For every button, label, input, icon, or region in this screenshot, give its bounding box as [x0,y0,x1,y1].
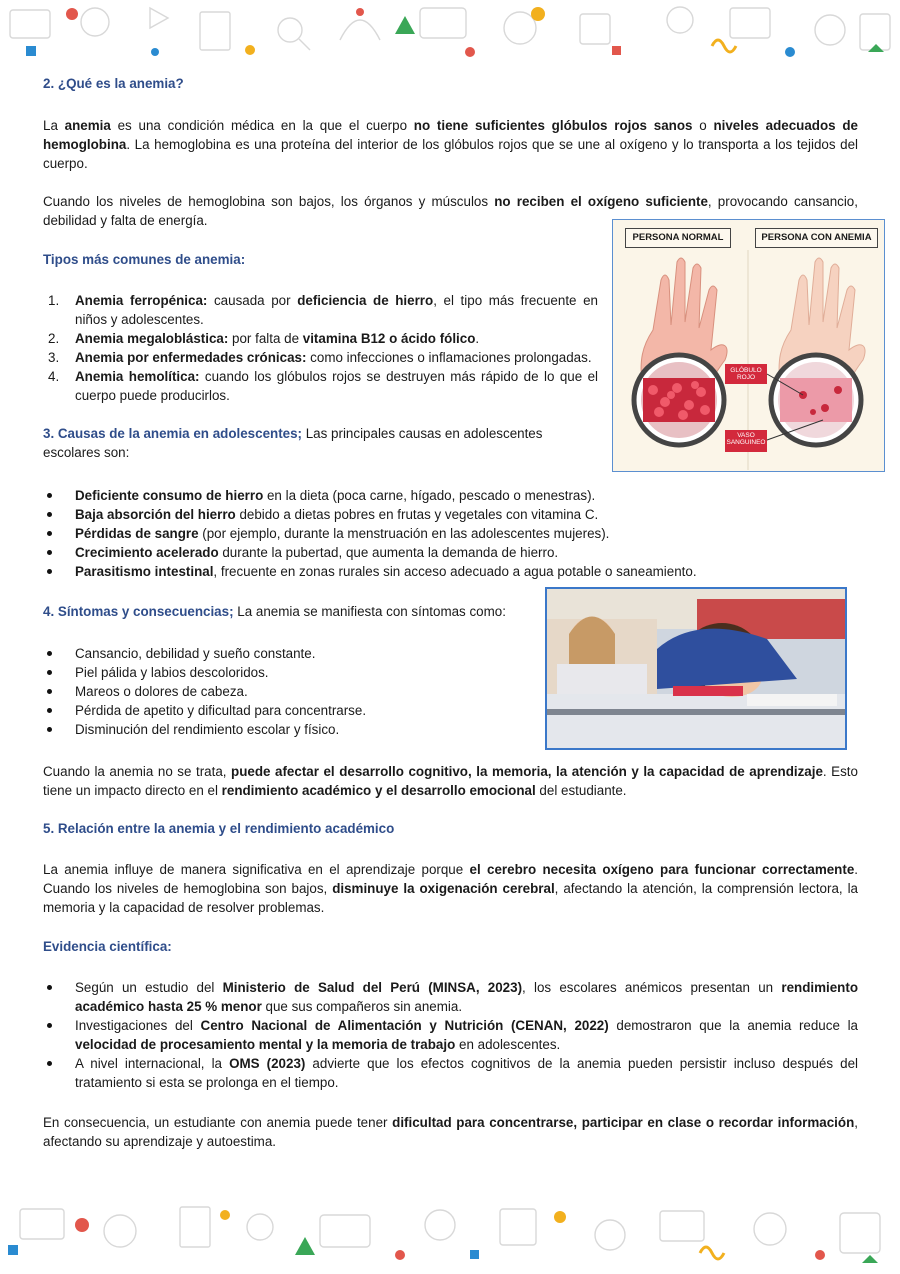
definition-paragraph: La anemia es una condición médica en la que el cuerpo no tiene suficientes glóbulos rojos sanos o niveles adecuados de hemoglobina. La hemoglobina es una proteína del interior de los glóbulos rojos que se une al oxígeno y lo transporta a los tejidos del cuerpo. [43,118,858,171]
oxygen-paragraph: Cuando los niveles de hemoglobina son bajos, los órganos y músculos no reciben el oxígeno suficiente, provocando cansancio, debilidad y falta de energía. [43,194,858,228]
book-icon [180,1207,210,1247]
list-item: 2. Anemia megaloblástica: por falta de vitamina B12 o ácido fólico. [48,331,480,346]
label-red-blood-cell: GLÓBULO ROJO [730,367,762,381]
laptop-icon [10,10,50,38]
list-item: Investigaciones del Centro Nacional de Alimentación y Nutrición (CENAN, 2022) demostraron que la anemia reduce la velocidad de procesamiento mental y la memoria de trabajo en adolescentes. [43,1016,858,1054]
list-item: Crecimiento acelerado durante la pubertad, que aumenta la demanda de hierro. [43,543,858,562]
conclusion-paragraph: En consecuencia, un estudiante con anemia puede tener dificultad para concentrarse, participar en clase o recordar información, afectando su aprendizaje y autoestima. [43,1115,858,1149]
list-item: Deficiente consumo de hierro en la dieta (poca carne, hígado, pescado o menestras). [43,486,858,505]
list-item: Mareos o dolores de cabeza. [43,682,523,701]
list-item: 4. Anemia hemolítica: cuando los glóbulos rojos se destruyen más rápido de lo que el cuerpo puede producirlos. [48,369,598,403]
llama-icon [712,40,736,52]
leaf-icon [295,1237,315,1255]
lightbulb-icon [754,1213,786,1245]
lightbulb-icon [340,20,380,40]
leaf-icon [868,44,884,52]
list-item: A nivel internacional, la OMS (2023) advierte que los efectos cognitivos de la anemia pueden persistir incluso después del tratamiento si esta se prolonga en el tiempo. [43,1054,858,1092]
untreated-effects-paragraph: Cuando la anemia no se trata, puede afectar el desarrollo cognitivo, la memoria, la atención y la capacidad de aprendizaje. Esto tiene un impacto directo en el rendimiento académico y el desarrollo emocional del estudiante. [43,764,858,798]
evidence-list [43,978,858,1092]
symptoms-list [43,644,523,739]
label-anemia: PERSONA CON ANEMIA [755,228,878,248]
section-title: 4. Síntomas y consecuencias; [43,604,234,619]
list-item: 3. Anemia por enfermedades crónicas: como infecciones o inflamaciones prolongadas. [48,350,592,365]
section-causes: 3. Causas de la anemia en adolescentes; Las principales causas en adolescentes escolares son: [43,426,543,460]
llama-icon [700,1247,724,1259]
doodle-pattern [0,0,900,70]
brain-icon [104,1215,136,1247]
book-icon [200,12,230,50]
types-title: Tipos más comunes de anemia: [43,252,246,267]
section-symptoms: 4. Síntomas y consecuencias; La anemia se manifiesta con síntomas como: [43,604,506,619]
section-title: 5. Relación entre la anemia y el rendimiento académico [43,821,395,836]
list-item: Disminución del rendimiento escolar y físico. [43,720,523,739]
doodle-pattern [0,1195,900,1274]
section-title: 2. ¿Qué es la anemia? [43,76,184,91]
tired-student-photo [545,587,847,750]
laptop-icon [20,1209,64,1239]
header-decoration-band [0,0,900,70]
evidence-title: Evidencia científica: [43,939,172,954]
list-item: Piel pálida y labios descoloridos. [43,663,523,682]
list-item: Pérdida de apetito y dificultad para concentrarse. [43,701,523,720]
list-item: 1. Anemia ferropénica: causada por deficiencia de hierro, el tipo más frecuente en niños y adolescentes. [48,293,598,327]
types-list [43,291,598,405]
play-icon [150,8,168,28]
list-item: Baja absorción del hierro debido a dietas pobres en frutas y vegetales con vitamina C. [43,505,858,524]
list-item: Parasitismo intestinal, frecuente en zonas rurales sin acceso adecuado a agua potable o saneamiento. [43,562,858,581]
list-item: Según un estudio del Ministerio de Salud del Perú (MINSA, 2023), los escolares anémicos presentan un rendimiento académico hasta 25 % menor que sus compañeros sin anemia. [43,978,858,1016]
section-academic-relation [43,819,858,838]
relation-paragraph: La anemia influye de manera significativa en el aprendizaje porque el cerebro necesita oxígeno para funcionar correctamente. Cuando los niveles de hemoglobina son bajos, disminuye la oxigenación cerebral, afectando la atención, la comprensión lectora, la memoria y la capacidad de resolver problemas. [43,862,859,915]
brain-icon [81,8,109,36]
magnifier-icon [247,1214,273,1240]
label-blood-vessel: VASO SANGUINEO [726,432,766,446]
section-what-is-anemia [43,74,858,93]
footer-decoration-band [0,1195,900,1274]
anemia-comparison-figure [612,219,885,472]
list-item: Cansancio, debilidad y sueño constante. [43,644,523,663]
section-title: 3. Causas de la anemia en adolescentes; [43,426,303,441]
causes-list [43,486,858,581]
magnifier-icon [278,18,302,42]
label-normal: PERSONA NORMAL [625,228,731,248]
list-item: Pérdidas de sangre (por ejemplo, durante la menstruación en las adolescentes mujeres). [43,524,858,543]
